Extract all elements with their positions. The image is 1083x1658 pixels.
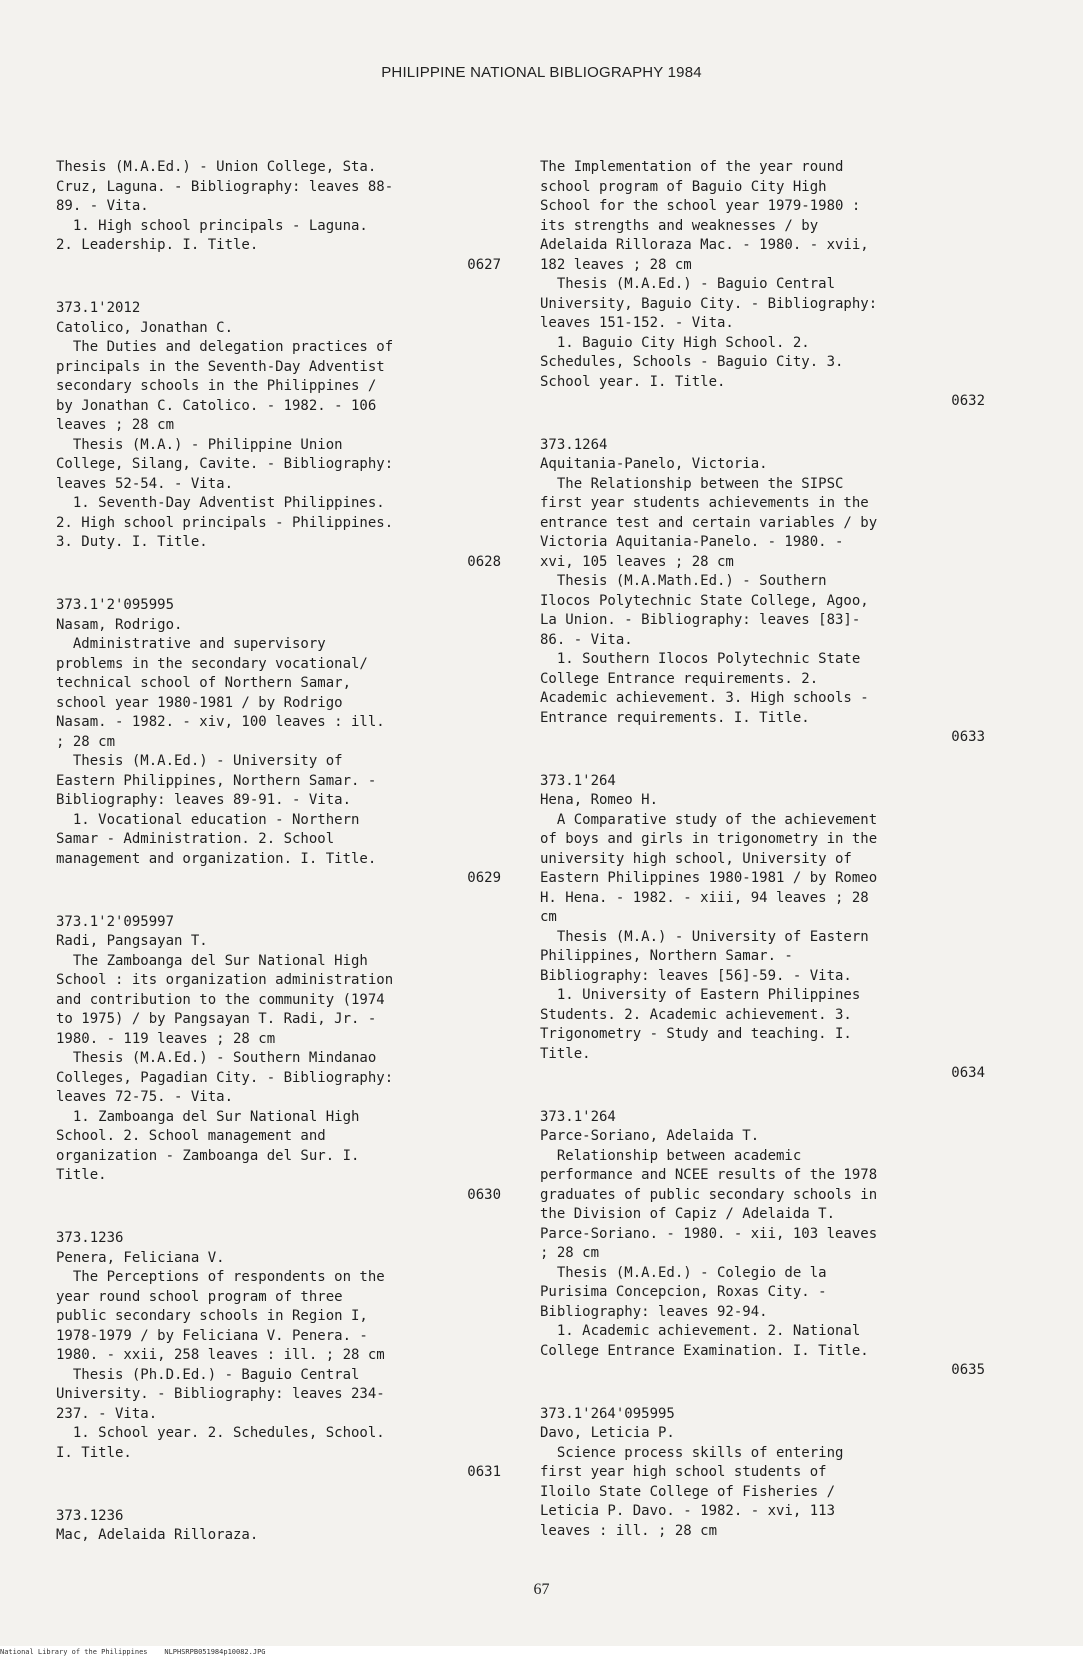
entry-line: 1980. - xxii, 258 leaves : ill. ; 28 cm bbox=[56, 1347, 385, 1363]
entry-line: first year students achievements in the bbox=[540, 495, 869, 511]
entry-line: Title. bbox=[56, 1167, 107, 1183]
entry-line: 1. School year. 2. Schedules, School. bbox=[56, 1425, 385, 1441]
entry-line: to 1975) / by Pangsayan T. Radi, Jr. - bbox=[56, 1011, 377, 1027]
entry-number: 0631 bbox=[467, 1464, 501, 1480]
entry-line: year round school program of three bbox=[56, 1288, 343, 1305]
entry-line: performance and NCEE results of the 1978 bbox=[540, 1167, 878, 1183]
entry-line: school program of Baguio City High bbox=[540, 178, 827, 195]
bibliography-entry bbox=[540, 1108, 985, 1381]
entry-line: School. 2. School management and bbox=[56, 1128, 326, 1144]
entry-line: The Zamboanga del Sur National High bbox=[56, 952, 368, 969]
entry-line: Radi, Pangsayan T. bbox=[56, 933, 208, 949]
entry-line: College Entrance requirements. 2. bbox=[540, 670, 819, 687]
bibliography-entry bbox=[56, 158, 501, 275]
entry-line: 373.1'264 bbox=[540, 772, 616, 789]
entry-line: first year high school students of bbox=[540, 1464, 827, 1480]
entry-line: Entrance requirements. I. Title. bbox=[540, 709, 810, 726]
bibliography-entry bbox=[56, 596, 501, 889]
entry-line: Parce-Soriano. - 1980. - xii, 103 leaves bbox=[540, 1225, 878, 1242]
entry-line: The Duties and delegation practices of bbox=[56, 339, 394, 355]
entry-line: 1978-1979 / by Feliciana V. Penera. - bbox=[56, 1327, 368, 1344]
bibliography-entry bbox=[540, 436, 985, 748]
entry-line: 89. - Vita. bbox=[56, 198, 149, 214]
entry-line: Thesis (M.A.) - University of Eastern bbox=[540, 928, 869, 945]
entry-line: Thesis (M.A.Ed.) - Southern Mindanao bbox=[56, 1050, 377, 1066]
entry-line: ; 28 cm bbox=[56, 733, 116, 750]
entry-line: 373.1236 bbox=[56, 1507, 124, 1524]
bibliography-entry bbox=[56, 1507, 501, 1546]
entry-line: Thesis (Ph.D.Ed.) - Baguio Central bbox=[56, 1366, 360, 1383]
entry-line: Science process skills of entering bbox=[540, 1444, 844, 1461]
right-column bbox=[540, 158, 985, 1541]
entry-number: 0629 bbox=[467, 870, 501, 886]
entry-line: Thesis (M.A.Math.Ed.) - Southern bbox=[540, 573, 827, 589]
entry-line: 237. - Vita. bbox=[56, 1405, 158, 1422]
entry-line: Administrative and supervisory bbox=[56, 636, 326, 652]
entry-line: leaves 52-54. - Vita. bbox=[56, 475, 234, 492]
entry-line: Catolico, Jonathan C. bbox=[56, 319, 234, 336]
entry-line: H. Hena. - 1982. - xiii, 94 leaves ; 28 bbox=[540, 889, 869, 906]
bibliography-entry bbox=[540, 772, 985, 1084]
entry-line: leaves ; 28 cm bbox=[56, 417, 175, 433]
entry-line: leaves : ill. ; 28 cm bbox=[540, 1522, 718, 1539]
entry-line: The Implementation of the year round bbox=[540, 159, 844, 175]
entry-line: Schedules, Schools - Baguio City. 3. bbox=[540, 354, 844, 370]
entry-line: Relationship between academic bbox=[540, 1147, 802, 1164]
entry-line: The Relationship between the SIPSC bbox=[540, 475, 844, 492]
entry-number: 0627 bbox=[467, 256, 501, 273]
entry-line: A Comparative study of the achievement bbox=[540, 811, 878, 828]
bibliography-entry bbox=[540, 158, 985, 412]
entry-number: 0628 bbox=[467, 553, 501, 570]
entry-line: organization - Zamboanga del Sur. I. bbox=[56, 1147, 360, 1164]
entry-line: technical school of Northern Samar, bbox=[56, 675, 352, 691]
bibliography-entry bbox=[540, 1405, 985, 1542]
entry-line: 1980. - 119 leaves ; 28 cm bbox=[56, 1030, 276, 1047]
entry-line: Aquitania-Panelo, Victoria. bbox=[540, 456, 768, 472]
entry-line: Bibliography: leaves 92-94. bbox=[540, 1303, 768, 1320]
entry-line: of boys and girls in trigonometry in the bbox=[540, 831, 878, 847]
entry-line: University. - Bibliography: leaves 234- bbox=[56, 1386, 385, 1402]
entry-line: 2. High school principals - Philippines. bbox=[56, 514, 394, 531]
entry-line: School : its organization administration bbox=[56, 972, 394, 988]
entry-line: 1. Southern Ilocos Polytechnic State bbox=[540, 651, 861, 667]
entry-line: Thesis (M.A.Ed.) - Colegio de la bbox=[540, 1264, 827, 1281]
entry-number: 0630 bbox=[467, 1186, 501, 1203]
entry-line: 3. Duty. I. Title. bbox=[56, 534, 208, 550]
entry-line: Adelaida Rilloraza Mac. - 1980. - xvii, bbox=[540, 237, 869, 253]
entry-line: Thesis (M.A.Ed.) - Baguio Central bbox=[540, 276, 836, 292]
entry-line: 373.1'2'095995 bbox=[56, 597, 175, 613]
entry-line: 373.1'2'095997 bbox=[56, 913, 175, 930]
entry-line: College Entrance Examination. I. Title. bbox=[540, 1342, 869, 1359]
entry-line: Davo, Leticia P. bbox=[540, 1425, 675, 1441]
entry-number: 0634 bbox=[951, 1065, 985, 1081]
entry-line: 1. High school principals - Laguna. bbox=[56, 217, 368, 234]
entry-line: 182 leaves ; 28 cm bbox=[540, 256, 692, 273]
entry-line: the Division of Capiz / Adelaida T. bbox=[540, 1206, 836, 1222]
entry-line: Purisima Concepcion, Roxas City. - bbox=[540, 1284, 827, 1300]
entry-line: 373.1'2012 bbox=[56, 300, 141, 316]
entry-line: public secondary schools in Region I, bbox=[56, 1308, 368, 1324]
entry-line: La Union. - Bibliography: leaves [83]- bbox=[540, 612, 861, 628]
entry-line: problems in the secondary vocational/ bbox=[56, 655, 368, 672]
entry-line: 373.1'264 bbox=[540, 1108, 616, 1125]
bibliography-entry bbox=[56, 1229, 501, 1483]
entry-line: principals in the Seventh-Day Adventist bbox=[56, 358, 385, 375]
entry-line: its strengths and weaknesses / by bbox=[540, 217, 819, 234]
entry-line: Thesis (M.A.Ed.) - University of bbox=[56, 753, 343, 769]
entry-line: management and organization. I. Title. bbox=[56, 850, 377, 867]
entry-line: 373.1264 bbox=[540, 436, 608, 453]
entry-line: 1. Zamboanga del Sur National High bbox=[56, 1108, 360, 1125]
entry-line: Eastern Philippines, Northern Samar. - bbox=[56, 772, 377, 789]
entry-line: Title. bbox=[540, 1045, 591, 1062]
entry-line: graduates of public secondary schools in bbox=[540, 1186, 878, 1203]
entry-line: 1. Seventh-Day Adventist Philippines. bbox=[56, 495, 385, 511]
entry-line: Nasam. - 1982. - xiv, 100 leaves : ill. bbox=[56, 714, 385, 730]
entry-line: Colleges, Pagadian City. - Bibliography: bbox=[56, 1069, 394, 1086]
entry-line: secondary schools in the Philippines / bbox=[56, 378, 377, 394]
entry-line: Leticia P. Davo. - 1982. - xvi, 113 bbox=[540, 1503, 836, 1519]
entry-line: Eastern Philippines 1980-1981 / by Romeo bbox=[540, 870, 878, 886]
entry-line: 1. University of Eastern Philippines bbox=[540, 987, 861, 1003]
entry-line: Students. 2. Academic achievement. 3. bbox=[540, 1006, 852, 1023]
entry-line: 2. Leadership. I. Title. bbox=[56, 237, 259, 253]
entry-line: Thesis (M.A.) - Philippine Union bbox=[56, 436, 343, 453]
entry-line: Hena, Romeo H. bbox=[540, 792, 659, 808]
entry-line: Academic achievement. 3. High schools - bbox=[540, 690, 869, 706]
entry-line: ; 28 cm bbox=[540, 1245, 600, 1261]
entry-number: 0635 bbox=[951, 1362, 985, 1378]
entry-line: school year 1980-1981 / by Rodrigo bbox=[56, 694, 343, 711]
entry-line: Victoria Aquitania-Panelo. - 1980. - bbox=[540, 534, 844, 550]
entry-line: Thesis (M.A.Ed.) - Union College, Sta. bbox=[56, 159, 377, 175]
entry-line: by Jonathan C. Catolico. - 1982. - 106 bbox=[56, 397, 377, 414]
entry-line: Ilocos Polytechnic State College, Agoo, bbox=[540, 592, 869, 609]
entry-line: 1. Baguio City High School. 2. bbox=[540, 334, 810, 351]
entry-line: Cruz, Laguna. - Bibliography: leaves 88- bbox=[56, 178, 394, 195]
entry-line: The Perceptions of respondents on the bbox=[56, 1269, 385, 1285]
entry-line: xvi, 105 leaves ; 28 cm bbox=[540, 553, 734, 570]
left-column bbox=[56, 158, 501, 1546]
entry-line: 86. - Vita. bbox=[540, 631, 633, 648]
page-header: PHILIPPINE NATIONAL BIBLIOGRAPHY 1984 bbox=[381, 64, 702, 81]
entry-line: leaves 72-75. - Vita. bbox=[56, 1089, 234, 1105]
entry-line: 1. Vocational education - Northern bbox=[56, 811, 360, 828]
entry-line: Nasam, Rodrigo. bbox=[56, 616, 183, 633]
entry-line: Bibliography: leaves 89-91. - Vita. bbox=[56, 792, 352, 808]
entry-line: 1. Academic achievement. 2. National bbox=[540, 1323, 861, 1339]
entry-line: University, Baguio City. - Bibliography: bbox=[540, 295, 878, 312]
entry-line: Trigonometry - Study and teaching. I. bbox=[540, 1026, 852, 1042]
entry-line: and contribution to the community (1974 bbox=[56, 991, 385, 1008]
entry-line: Penera, Feliciana V. bbox=[56, 1249, 225, 1266]
entry-line: cm bbox=[540, 909, 557, 925]
entry-line: Iloilo State College of Fisheries / bbox=[540, 1483, 836, 1500]
entry-line: School for the school year 1979-1980 : bbox=[540, 198, 861, 214]
bibliography-entry bbox=[56, 299, 501, 572]
entry-line: Mac, Adelaida Rilloraza. bbox=[56, 1527, 259, 1543]
entry-line: Bibliography: leaves [56]-59. - Vita. bbox=[540, 967, 852, 984]
entry-number: 0632 bbox=[951, 393, 985, 409]
entry-line: College, Silang, Cavite. - Bibliography: bbox=[56, 456, 394, 472]
entry-line: Parce-Soriano, Adelaida T. bbox=[540, 1128, 760, 1144]
entry-line: 373.1'264'095995 bbox=[540, 1405, 675, 1422]
entry-line: I. Title. bbox=[56, 1444, 132, 1461]
entry-line: leaves 151-152. - Vita. bbox=[540, 315, 734, 331]
entry-line: university high school, University of bbox=[540, 850, 852, 867]
scan-footer-strip: National Library of the Philippines NLPHSRPB051984p10082.JPG bbox=[0, 1646, 1083, 1658]
entry-line: Samar - Administration. 2. School bbox=[56, 831, 335, 847]
page-number: 67 bbox=[533, 1581, 550, 1598]
entry-line: 373.1236 bbox=[56, 1230, 124, 1246]
entry-line: School year. I. Title. bbox=[540, 373, 726, 390]
entry-line: Philippines, Northern Samar. - bbox=[540, 948, 793, 964]
entry-line: entrance test and certain variables / by bbox=[540, 514, 878, 531]
entry-number: 0633 bbox=[951, 729, 985, 745]
bibliography-entry bbox=[56, 913, 501, 1206]
